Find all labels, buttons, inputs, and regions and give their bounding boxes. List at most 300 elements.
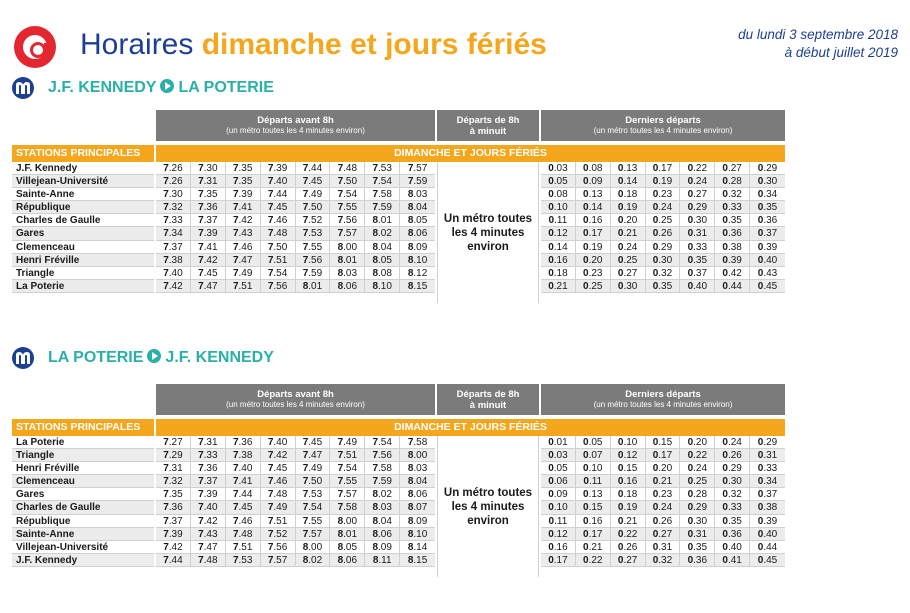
departure-time: 0.03 — [541, 449, 576, 461]
departure-time: 0.30 — [715, 475, 750, 487]
departure-time: 7.45 — [191, 267, 226, 279]
station-name: La Poterie — [12, 436, 154, 449]
departure-time: 7.51 — [330, 449, 365, 461]
table-row — [156, 201, 435, 214]
departure-time: 7.45 — [261, 201, 296, 213]
table-row — [541, 475, 785, 488]
departure-time: 7.57 — [330, 488, 365, 500]
departure-time: 7.48 — [261, 488, 296, 500]
departure-time: 0.23 — [646, 488, 681, 500]
departure-time: 7.36 — [191, 462, 226, 474]
table-row — [541, 267, 785, 280]
departure-time: 7.49 — [296, 188, 331, 200]
departure-time: 0.45 — [757, 280, 778, 292]
departure-time: 8.06 — [330, 280, 365, 292]
departure-time: 0.35 — [680, 254, 715, 266]
star-a-logo-icon — [14, 26, 56, 68]
departure-time: 0.10 — [611, 436, 646, 448]
departure-time: 0.44 — [715, 280, 750, 292]
departure-time: 0.24 — [611, 241, 646, 253]
departure-time: 0.35 — [680, 541, 715, 553]
departure-time: 0.33 — [715, 201, 750, 213]
station-name: Triangle — [12, 449, 154, 462]
departure-time: 0.21 — [611, 227, 646, 239]
departure-time: 0.14 — [576, 201, 611, 213]
frequency-text: Un métro toutes les 4 minutes environ — [443, 486, 533, 527]
departure-time: 7.36 — [156, 501, 191, 513]
departure-time: 7.44 — [156, 554, 191, 566]
header-mid-line-1: Départs de 8h — [456, 389, 520, 400]
header-last-departures — [541, 384, 785, 415]
departure-time: 8.10 — [407, 528, 428, 540]
departure-time: 0.03 — [541, 162, 576, 174]
departure-time: 8.03 — [407, 189, 428, 201]
departure-time: 7.47 — [191, 541, 226, 553]
departure-time: 7.48 — [261, 227, 296, 239]
departure-time: 0.30 — [757, 176, 778, 188]
table-row — [541, 214, 785, 227]
departure-time: 0.41 — [715, 554, 750, 566]
departure-time: 7.45 — [296, 175, 331, 187]
departure-time: 7.42 — [261, 449, 296, 461]
departure-time: 0.12 — [541, 227, 576, 239]
departure-time: 7.54 — [365, 436, 400, 448]
column-header-row — [12, 384, 785, 415]
departure-time: 7.36 — [226, 436, 261, 448]
departure-time: 0.24 — [646, 501, 681, 513]
departure-time: 7.43 — [191, 528, 226, 540]
departure-time: 7.29 — [156, 449, 191, 461]
departure-time: 7.42 — [156, 541, 191, 553]
frequency-text: Un métro toutes les 4 minutes environ — [443, 212, 533, 253]
line-destination: LA POTERIE — [178, 79, 274, 96]
departure-time: 0.15 — [611, 462, 646, 474]
departure-time: 7.37 — [156, 515, 191, 527]
departure-time: 0.20 — [611, 214, 646, 226]
departure-time: 7.56 — [261, 541, 296, 553]
departure-time: 0.10 — [576, 462, 611, 474]
departure-time: 7.57 — [407, 163, 428, 174]
metro-icon — [12, 77, 34, 99]
departure-time: 0.22 — [680, 449, 715, 461]
departure-time: 8.02 — [296, 554, 331, 566]
header-last-subtitle: (un métro toutes les 4 minutes environ) — [593, 400, 733, 409]
departure-time: 7.38 — [226, 449, 261, 461]
departure-time: 7.47 — [191, 280, 226, 292]
departure-time: 0.17 — [576, 528, 611, 540]
departure-time: 7.37 — [156, 241, 191, 253]
departure-time: 7.35 — [191, 188, 226, 200]
stations-header: STATIONS PRINCIPALES — [12, 419, 154, 436]
header-midday-departures — [437, 110, 539, 141]
departure-time: 0.30 — [611, 280, 646, 292]
line-origin: LA POTERIE — [48, 349, 144, 366]
departure-time: 8.02 — [365, 227, 400, 239]
departure-time: 8.00 — [330, 241, 365, 253]
departure-time: 0.11 — [576, 475, 611, 487]
departure-time: 0.22 — [611, 528, 646, 540]
header-early-departures — [156, 110, 435, 141]
departure-time: 7.50 — [330, 175, 365, 187]
table-row — [541, 201, 785, 214]
departure-time: 0.38 — [715, 241, 750, 253]
departure-time: 7.51 — [261, 254, 296, 266]
departure-time: 7.54 — [330, 188, 365, 200]
frequency-note — [437, 436, 539, 577]
departure-time: 0.16 — [541, 541, 576, 553]
departure-time: 0.10 — [541, 201, 576, 213]
departure-time: 7.45 — [261, 462, 296, 474]
metro-icon — [12, 347, 34, 369]
departure-time: 7.54 — [261, 267, 296, 279]
table-row — [156, 488, 435, 501]
departure-time: 7.56 — [365, 449, 400, 461]
departure-time: 8.10 — [407, 254, 428, 266]
departure-time: 0.24 — [646, 201, 681, 213]
departure-time: 0.16 — [611, 475, 646, 487]
departure-time: 7.33 — [191, 449, 226, 461]
departure-time: 7.39 — [191, 227, 226, 239]
departure-time: 0.40 — [757, 254, 778, 266]
table-row — [541, 449, 785, 462]
departure-time: 0.28 — [715, 175, 750, 187]
departure-time: 0.07 — [576, 449, 611, 461]
departure-time: 0.17 — [541, 554, 576, 566]
departure-time: 0.21 — [576, 541, 611, 553]
departure-time: 0.32 — [646, 554, 681, 566]
departure-time: 0.11 — [541, 214, 576, 226]
departure-time: 7.56 — [330, 214, 365, 226]
column-header-row — [12, 110, 785, 141]
table-row — [156, 449, 435, 462]
departure-time: 8.04 — [365, 515, 400, 527]
departure-time: 7.59 — [365, 201, 400, 213]
departure-time: 7.40 — [156, 267, 191, 279]
departure-time: 7.40 — [261, 436, 296, 448]
departure-time: 7.40 — [226, 462, 261, 474]
departure-time: 0.43 — [757, 267, 778, 279]
departure-time: 0.38 — [757, 502, 778, 514]
departure-time: 7.44 — [226, 488, 261, 500]
departure-time: 0.42 — [715, 267, 750, 279]
departure-time: 0.20 — [576, 254, 611, 266]
departure-time: 0.22 — [576, 554, 611, 566]
table-row — [541, 254, 785, 267]
departure-time: 7.54 — [330, 462, 365, 474]
departure-time: 0.01 — [541, 436, 576, 448]
departure-time: 0.27 — [715, 162, 750, 174]
departure-time: 0.27 — [611, 267, 646, 279]
departure-time: 0.26 — [646, 227, 681, 239]
departure-time: 0.30 — [680, 515, 715, 527]
departure-time: 0.26 — [715, 449, 750, 461]
departure-time: 7.39 — [261, 162, 296, 174]
departure-time: 7.26 — [156, 162, 191, 174]
departure-time: 0.18 — [541, 267, 576, 279]
departure-time: 0.44 — [757, 541, 778, 553]
station-name: La Poterie — [12, 280, 154, 293]
departure-time: 7.33 — [156, 214, 191, 226]
departure-time: 0.24 — [715, 436, 750, 448]
departure-time: 7.51 — [226, 280, 261, 292]
header-early-subtitle: (un métro toutes les 4 minutes environ) — [226, 400, 365, 409]
departure-time: 7.40 — [261, 175, 296, 187]
departure-time: 0.10 — [541, 501, 576, 513]
departure-time: 0.37 — [757, 489, 778, 501]
departure-time: 7.35 — [226, 175, 261, 187]
departure-time: 7.42 — [191, 515, 226, 527]
departure-time: 7.31 — [191, 175, 226, 187]
station-name: Charles de Gaulle — [12, 214, 154, 227]
departure-time: 7.59 — [365, 475, 400, 487]
header-last-subtitle: (un métro toutes les 4 minutes environ) — [593, 126, 733, 135]
stations-column — [12, 436, 154, 567]
header-mid-line-2: à minuit — [469, 126, 507, 137]
table-row — [156, 280, 435, 293]
departure-time: 0.23 — [646, 188, 681, 200]
departure-time: 0.36 — [715, 227, 750, 239]
departure-time: 0.25 — [611, 254, 646, 266]
table-row — [541, 462, 785, 475]
departure-time: 8.01 — [365, 214, 400, 226]
table-row — [156, 475, 435, 488]
departure-time: 7.30 — [156, 188, 191, 200]
title-part-2: dimanche et jours fériés — [201, 28, 547, 61]
departure-time: 0.15 — [576, 501, 611, 513]
departure-time: 8.14 — [407, 541, 428, 553]
departure-time: 8.09 — [365, 541, 400, 553]
departure-time: 0.19 — [611, 501, 646, 513]
table-row — [541, 436, 785, 449]
departure-time: 0.18 — [611, 188, 646, 200]
departure-time: 8.05 — [365, 254, 400, 266]
departure-time: 8.01 — [330, 528, 365, 540]
table-row — [541, 554, 785, 567]
table-row — [541, 280, 785, 293]
departure-time: 7.42 — [156, 280, 191, 292]
departure-time: 7.39 — [156, 528, 191, 540]
table-row — [156, 501, 435, 514]
station-name: Clemenceau — [12, 475, 154, 488]
departure-time: 0.23 — [576, 267, 611, 279]
table-row — [541, 488, 785, 501]
departure-time: 7.32 — [156, 201, 191, 213]
departure-time: 7.52 — [261, 528, 296, 540]
departure-time: 8.00 — [407, 450, 428, 462]
departure-time: 0.36 — [757, 215, 778, 227]
station-name: Charles de Gaulle — [12, 501, 154, 514]
header-early-title: Départs avant 8h — [257, 389, 334, 400]
departure-time: 7.59 — [296, 267, 331, 279]
departure-time: 8.15 — [407, 554, 428, 566]
departure-time: 0.31 — [680, 227, 715, 239]
validity-period — [738, 26, 898, 62]
departure-time: 7.48 — [226, 528, 261, 540]
departure-time: 0.22 — [680, 162, 715, 174]
departure-time: 0.05 — [541, 175, 576, 187]
departure-time: 8.06 — [407, 228, 428, 240]
departure-time: 7.53 — [365, 162, 400, 174]
departure-time: 7.45 — [296, 436, 331, 448]
departure-time: 0.39 — [757, 515, 778, 527]
departure-time: 0.08 — [576, 162, 611, 174]
table-row — [156, 462, 435, 475]
station-name: Villejean-Université — [12, 541, 154, 554]
departure-time: 0.16 — [576, 515, 611, 527]
departure-time: 7.57 — [330, 227, 365, 239]
departure-time: 0.12 — [541, 528, 576, 540]
early-departures-grid — [156, 162, 435, 293]
departure-time: 0.37 — [680, 267, 715, 279]
departure-time: 0.08 — [541, 188, 576, 200]
departure-time: 0.36 — [715, 528, 750, 540]
departure-time: 8.08 — [365, 267, 400, 279]
departure-time: 0.37 — [757, 228, 778, 240]
departure-time: 0.31 — [646, 541, 681, 553]
table-row — [156, 528, 435, 541]
header-mid-line-2: à minuit — [469, 400, 507, 411]
departure-time: 7.26 — [156, 175, 191, 187]
table-row — [156, 188, 435, 201]
departure-time: 7.46 — [261, 475, 296, 487]
departure-time: 7.37 — [191, 214, 226, 226]
departure-time: 0.13 — [611, 162, 646, 174]
departure-time: 8.06 — [407, 489, 428, 501]
table-row — [541, 162, 785, 175]
station-name: Sainte-Anne — [12, 188, 154, 201]
departure-time: 0.33 — [680, 241, 715, 253]
departure-time: 0.11 — [541, 515, 576, 527]
departure-time: 7.39 — [226, 188, 261, 200]
departure-time: 7.53 — [226, 554, 261, 566]
departure-time: 0.09 — [541, 488, 576, 500]
departure-time: 0.16 — [576, 214, 611, 226]
departure-time: 7.53 — [296, 227, 331, 239]
departure-time: 7.31 — [191, 436, 226, 448]
departure-time: 7.32 — [156, 475, 191, 487]
page-title — [80, 27, 547, 63]
departure-time: 0.35 — [757, 202, 778, 214]
day-type-header: DIMANCHE ET JOURS FÉRIÉS — [156, 145, 785, 162]
section-title — [48, 77, 274, 99]
departure-time: 7.50 — [296, 201, 331, 213]
departure-time: 8.00 — [330, 515, 365, 527]
section-title — [48, 347, 274, 369]
departure-time: 8.04 — [407, 202, 428, 214]
departure-time: 8.03 — [330, 267, 365, 279]
departure-time: 7.56 — [296, 254, 331, 266]
departure-time: 7.55 — [330, 201, 365, 213]
departure-time: 0.25 — [576, 280, 611, 292]
departure-time: 7.27 — [156, 436, 191, 448]
departure-time: 8.15 — [407, 280, 428, 292]
departure-time: 8.04 — [407, 476, 428, 488]
departure-time: 0.35 — [646, 280, 681, 292]
early-departures-grid — [156, 436, 435, 567]
departure-time: 0.34 — [757, 476, 778, 488]
departure-time: 0.05 — [576, 436, 611, 448]
departure-time: 0.24 — [680, 175, 715, 187]
table-row — [541, 227, 785, 240]
departure-time: 0.40 — [757, 528, 778, 540]
station-name: République — [12, 201, 154, 214]
departure-time: 8.09 — [407, 241, 428, 253]
departure-time: 7.57 — [261, 554, 296, 566]
departure-time: 0.05 — [541, 462, 576, 474]
departure-time: 0.14 — [541, 241, 576, 253]
departure-time: 0.45 — [757, 554, 778, 566]
departure-time: 0.21 — [611, 515, 646, 527]
departure-time: 7.58 — [365, 462, 400, 474]
departure-time: 8.07 — [407, 502, 428, 514]
departure-time: 7.55 — [330, 475, 365, 487]
departure-time: 7.55 — [296, 515, 331, 527]
departure-time: 7.37 — [191, 475, 226, 487]
table-row — [541, 515, 785, 528]
departure-time: 0.27 — [680, 188, 715, 200]
station-name: Triangle — [12, 267, 154, 280]
departure-time: 0.33 — [757, 463, 778, 475]
departure-time: 0.34 — [757, 189, 778, 201]
departure-time: 0.32 — [715, 488, 750, 500]
departure-time: 0.13 — [576, 188, 611, 200]
departure-time: 7.38 — [156, 254, 191, 266]
departure-time: 0.25 — [646, 214, 681, 226]
departure-time: 0.27 — [611, 554, 646, 566]
validity-line-1: du lundi 3 septembre 2018 — [738, 27, 898, 42]
departure-time: 0.15 — [646, 436, 681, 448]
departure-time: 0.28 — [680, 488, 715, 500]
departure-time: 0.31 — [680, 528, 715, 540]
table-row — [541, 541, 785, 554]
table-row — [541, 528, 785, 541]
departure-time: 7.36 — [191, 201, 226, 213]
departure-time: 7.42 — [191, 254, 226, 266]
departure-time: 7.54 — [296, 501, 331, 513]
station-name: République — [12, 515, 154, 528]
departure-time: 0.36 — [680, 554, 715, 566]
table-row — [156, 254, 435, 267]
departure-time: 8.02 — [365, 488, 400, 500]
line-origin: J.F. KENNEDY — [48, 79, 157, 96]
departure-time: 8.01 — [330, 254, 365, 266]
departure-time: 7.56 — [261, 280, 296, 292]
frequency-note — [437, 162, 539, 303]
departure-time: 7.51 — [261, 515, 296, 527]
table-row — [541, 501, 785, 514]
departure-time: 7.39 — [191, 488, 226, 500]
departure-time: 0.17 — [576, 227, 611, 239]
departure-time: 7.49 — [226, 267, 261, 279]
departure-time: 7.58 — [330, 501, 365, 513]
departure-time: 7.46 — [226, 241, 261, 253]
departure-time: 7.35 — [226, 162, 261, 174]
departure-time: 8.03 — [407, 463, 428, 475]
departure-time: 7.53 — [296, 488, 331, 500]
orange-header-row — [12, 145, 785, 162]
station-name: Clemenceau — [12, 241, 154, 254]
table-row — [541, 241, 785, 254]
header-last-title: Derniers départs — [625, 389, 701, 400]
header-last-departures — [541, 110, 785, 141]
departure-time: 0.30 — [646, 254, 681, 266]
departure-time: 0.35 — [715, 214, 750, 226]
table-row — [541, 175, 785, 188]
departure-time: 7.49 — [296, 462, 331, 474]
departure-time: 0.21 — [646, 475, 681, 487]
departure-time: 7.47 — [296, 449, 331, 461]
departure-time: 7.52 — [296, 214, 331, 226]
